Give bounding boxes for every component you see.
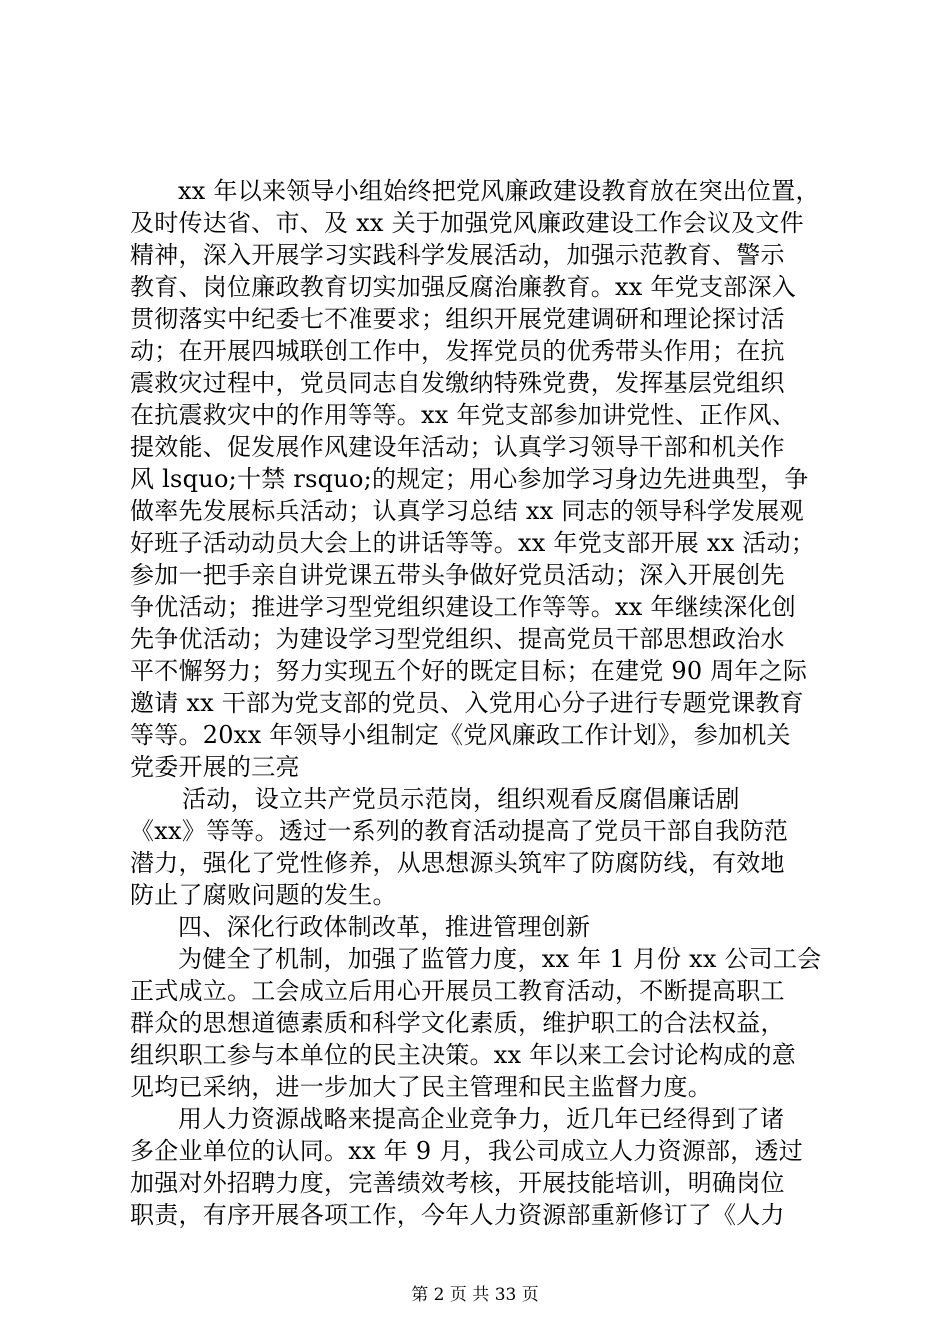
text-line: 及时传达省、市、及 xx 关于加强党风廉政建设工作会议及文件 xyxy=(130,209,804,237)
text-line: 参加一把手亲自讲党课五带头争做好党员活动；深入开展创先 xyxy=(130,561,785,589)
text-line: 等等。20xx 年领导小组制定《党风廉政工作计划》，参加机关 xyxy=(130,721,791,749)
text-line: 做率先发展标兵活动；认真学习总结 xx 同志的领导科学发展观 xyxy=(130,497,804,525)
text-line: xx 年以来领导小组始终把党风廉政建设教育放在突出位置， xyxy=(178,177,820,205)
text-line: 多企业单位的认同。xx 年 9 月，我公司成立人力资源部，透过 xyxy=(130,1137,803,1165)
text-line: 教育、岗位廉政教育切实加强反腐治廉教育。xx 年党支部深入 xyxy=(130,273,796,301)
text-line: 用人力资源战略来提高企业竞争力，近几年已经得到了诸 xyxy=(178,1105,785,1133)
text-line: 震救灾过程中，党员同志自发缴纳特殊党费，发挥基层党组织 xyxy=(130,369,785,397)
section-heading: 四、深化行政体制改革，推进管理创新 xyxy=(178,913,591,941)
text-line: 先争优活动；为建设学习型党组织、提高党员干部思想政治水 xyxy=(130,625,785,653)
document-body xyxy=(130,175,830,1231)
text-line: 贯彻落实中纪委七不准要求；组织开展党建调研和理论探讨活 xyxy=(130,305,785,333)
text-line: 党委开展的三亮 xyxy=(130,753,300,781)
text-line: 职责，有序开展各项工作，今年人力资源部重新修订了《人力 xyxy=(130,1201,785,1229)
page-footer: 第 2 页 共 33 页 xyxy=(411,1285,539,1305)
text-line: 组织职工参与本单位的民主决策。xx 年以来工会讨论构成的意 xyxy=(130,1041,796,1069)
text-line: 见均已采纳，进一步加大了民主管理和民主监督力度。 xyxy=(130,1073,712,1101)
text-line: 平不懈努力；努力实现五个好的既定目标；在建党 90 周年之际 xyxy=(130,657,808,685)
text-line: 《xx》等等。透过一系列的教育活动提高了党员干部自我防范 xyxy=(130,817,789,845)
text-line: 防止了腐败问题的发生。 xyxy=(130,881,397,909)
text-line: 好班子活动动员大会上的讲话等等。xx 年党支部开展 xx 活动； xyxy=(130,529,816,557)
text-line: 精神，深入开展学习实践科学发展活动，加强示范教育、警示 xyxy=(130,241,785,269)
text-line: 提效能、促发展作风建设年活动；认真学习领导干部和机关作 xyxy=(130,433,785,461)
text-line: 风 lsquo;十禁 rsquo;的规定；用心参加学习身边先进典型，争 xyxy=(130,465,809,493)
text-line: 为健全了机制，加强了监管力度，xx 年 1 月份 xx 公司工会 xyxy=(178,945,822,973)
text-line: 群众的思想道德素质和科学文化素质，维护职工的合法权益， xyxy=(130,1009,785,1037)
text-line: 加强对外招聘力度，完善绩效考核，开展技能培训，明确岗位 xyxy=(130,1169,785,1197)
text-line: 在抗震救灾中的作用等等。xx 年党支部参加讲党性、正作风、 xyxy=(130,401,796,429)
text-line: 活动，设立共产党员示范岗，组织观看反腐倡廉话剧 xyxy=(182,785,740,813)
text-line: 正式成立。工会成立后用心开展员工教育活动，不断提高职工 xyxy=(130,977,785,1005)
text-line: 争优活动；推进学习型党组织建设工作等等。xx 年继续深化创 xyxy=(130,593,796,621)
text-line: 动；在开展四城联创工作中，发挥党员的优秀带头作用；在抗 xyxy=(130,337,785,365)
text-line: 邀请 xx 干部为党支部的党员、入党用心分子进行专题党课教育 xyxy=(130,689,804,717)
text-line: 潜力，强化了党性修养，从思想源头筑牢了防腐防线，有效地 xyxy=(130,849,785,877)
